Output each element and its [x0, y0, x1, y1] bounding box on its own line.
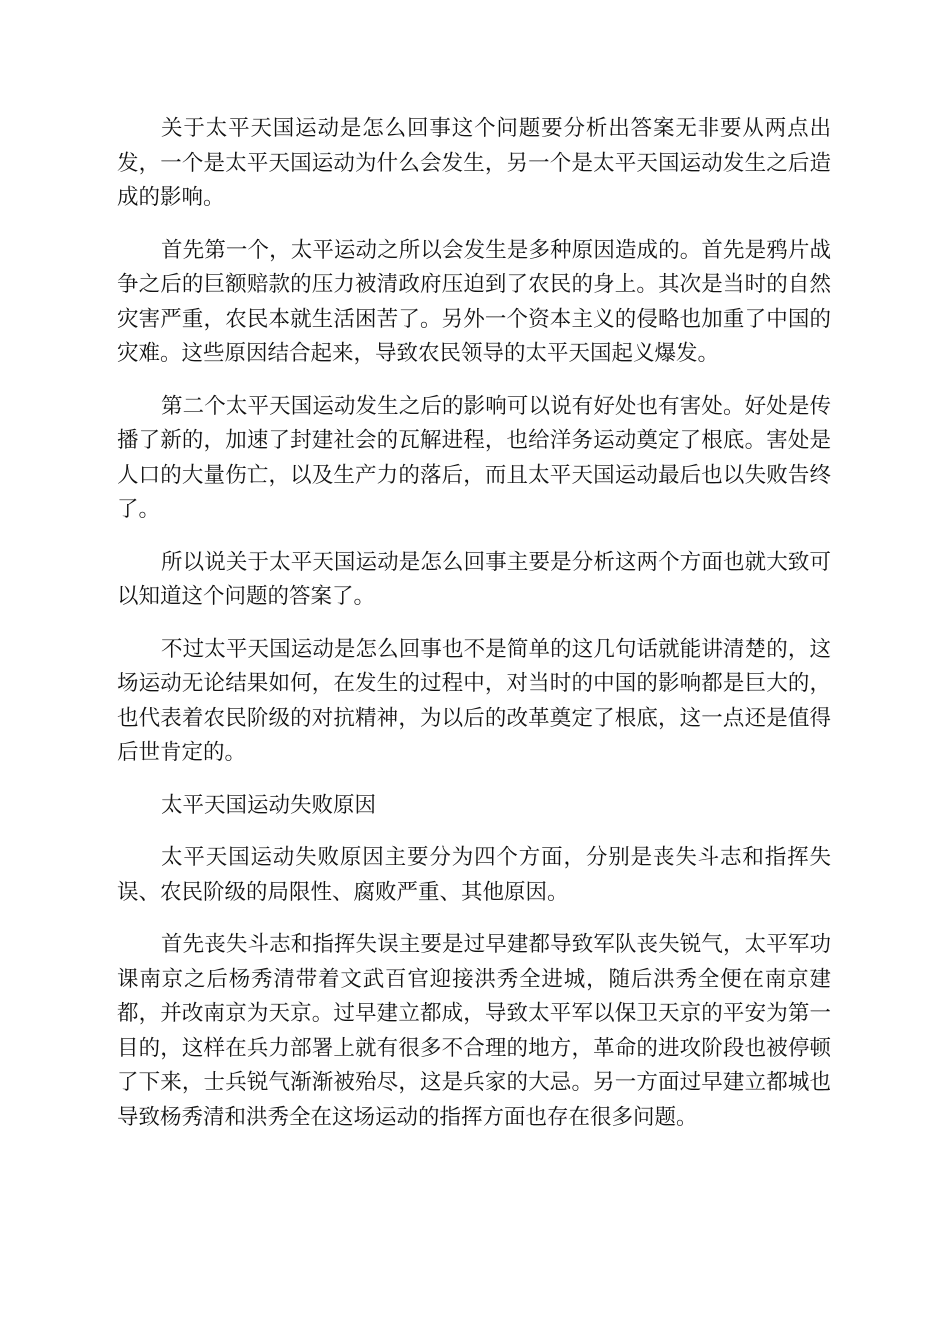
paragraph-failure-overview: 太平天国运动失败原因主要分为四个方面，分别是丧失斗志和指挥失误、农民阶级的局限性、腐败严重、其他原因。: [117, 845, 831, 905]
paragraph-significance: 不过太平天国运动是怎么回事也不是简单的这几句话就能讲清楚的，这场运动无论结果如何，在发生的过程中，对当时的中国的影响都是巨大的，也代表着农民阶级的对抗精神，为以后的改革奠定了根底，这一点还是值得后世肯定的。: [117, 636, 831, 765]
paragraph-causes: 首先第一个，太平运动之所以会发生是多种原因造成的。首先是鸦片战争之后的巨额赔款的压力被清政府压迫到了农民的身上。其次是当时的自然灾害严重，农民本就生活困苦了。另外一个资本主义的侵略也加重了中国的灾难。这些原因结合起来，导致农民领导的太平天国起义爆发。: [117, 237, 831, 366]
document-page: [117, 112, 831, 1153]
paragraph-effects: 第二个太平天国运动发生之后的影响可以说有好处也有害处。好处是传播了新的，加速了封建社会的瓦解进程，也给洋务运动奠定了根底。害处是人口的大量伤亡，以及生产力的落后，而且太平天国运动最后也以失败告终了。: [117, 393, 831, 522]
paragraph-failure-detail: 首先丧失斗志和指挥失误主要是过早建都导致军队丧失锐气，太平军功课南京之后杨秀清带着文武百官迎接洪秀全进城，随后洪秀全便在南京建都，并改南京为天京。过早建立都成，导致太平军以保卫天京的平安为第一目的，这样在兵力部署上就有很多不合理的地方，革命的进攻阶段也被停顿了下来，士兵锐气渐渐被殆尽，这是兵家的大忌。另一方面过早建立都城也导致杨秀清和洪秀全在这场运动的指挥方面也存在很多问题。: [117, 932, 831, 1130]
section-heading-failure-reasons: 太平天国运动失败原因: [161, 792, 377, 818]
paragraph-summary: 所以说关于太平天国运动是怎么回事主要是分析这两个方面也就大致可以知道这个问题的答案了。: [117, 549, 831, 609]
paragraph-intro: 关于太平天国运动是怎么回事这个问题要分析出答案无非要从两点出发，一个是太平天国运动为什么会发生，另一个是太平天国运动发生之后造成的影响。: [117, 116, 831, 210]
